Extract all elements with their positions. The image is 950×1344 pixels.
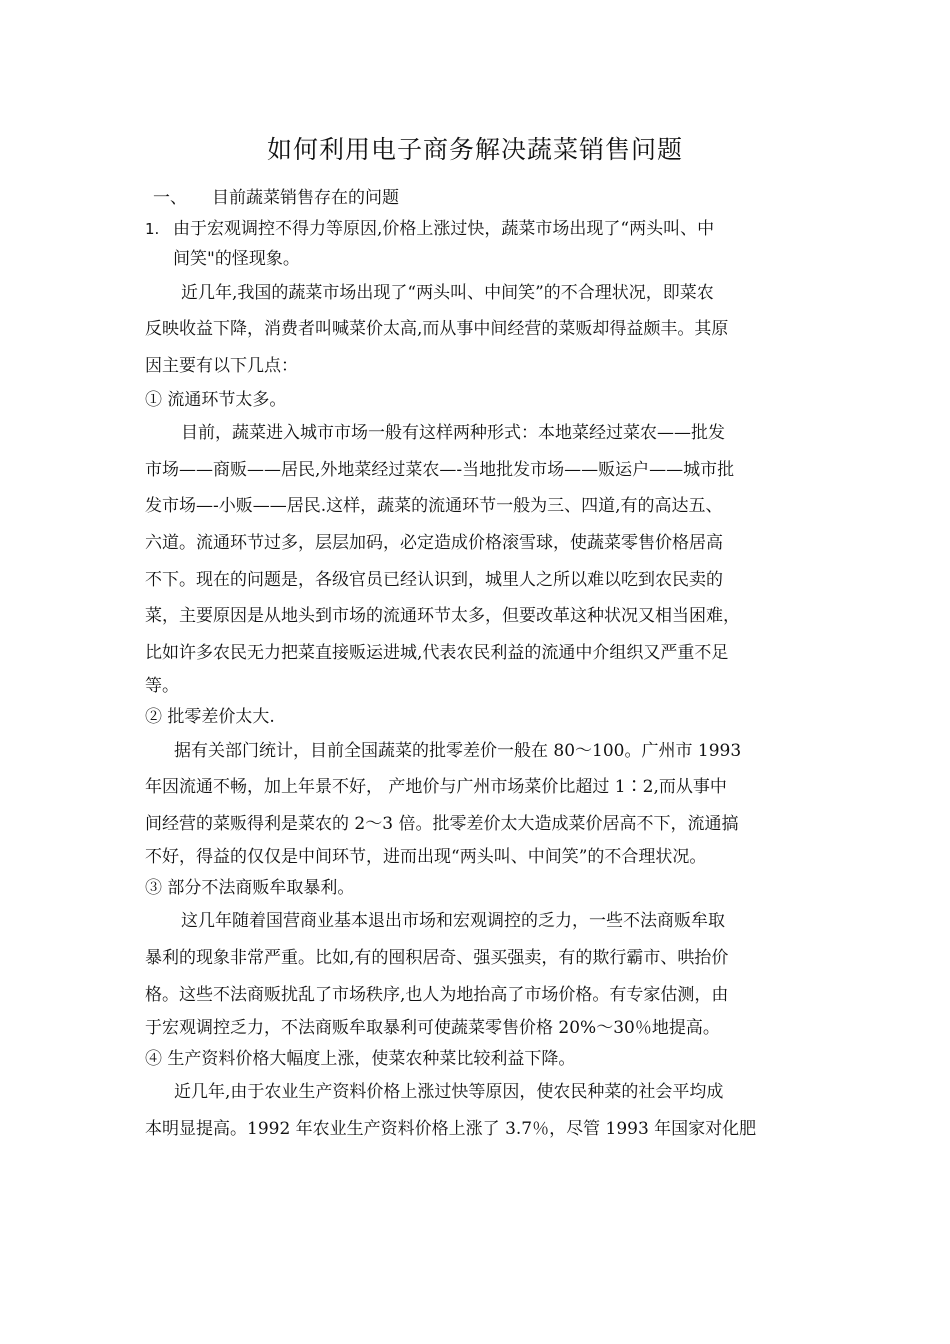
- paragraph-line: 格。这些不法商贩扰乱了市场秩序,也人为地抬高了市场价格。有专家估测，由: [145, 984, 729, 1005]
- paragraph-line: 近几年,由于农业生产资料价格上涨过快等原因，使农民种菜的社会平均成: [174, 1082, 724, 1103]
- document-body: [145, 183, 817, 1148]
- point-heading: ② 批零差价太大.: [145, 706, 275, 727]
- paragraph-line: 等。: [145, 676, 179, 697]
- paragraph-line: 据有关部门统计，目前全国蔬菜的批零差价一般在 80～100。广州市 1993: [174, 740, 742, 761]
- paragraph-line: 因主要有以下几点：: [145, 355, 298, 376]
- paragraph-line: 菜，主要原因是从地头到市场的流通环节太多，但要改革这种状况又相当困难，: [145, 606, 740, 627]
- paragraph-line: 反映收益下降，消费者叫喊菜价太高,而从事中间经营的菜贩却得益颇丰。其原: [145, 319, 729, 340]
- document-title: 如何利用电子商务解决蔬菜销售问题: [266, 135, 683, 164]
- section-heading-text: 目前蔬菜销售存在的问题: [212, 188, 399, 208]
- paragraph-line: 不好，得益的仅仅是中间环节，进而出现“两头叫、中间笑”的不合理状况。: [145, 847, 707, 868]
- paragraph-line: 发市场—-小贩——居民.这样，蔬菜的流通环节一般为三、四道,有的高达五、: [145, 496, 723, 517]
- section-heading: [145, 183, 817, 214]
- paragraph-line: 近几年,我国的蔬菜市场出现了“两头叫、中间笑”的不合理状况，即菜农: [181, 282, 714, 303]
- point-heading: ③ 部分不法商贩牟取暴利。: [145, 877, 355, 898]
- list-item-text: 由于宏观调控不得力等原因,价格上涨过快，蔬菜市场出现了“两头叫、中: [173, 218, 715, 239]
- list-item-line: 间笑"的怪现象。: [173, 249, 300, 270]
- paragraph-line: 本明显提高。1992 年农业生产资料价格上涨了 3.7％，尽管 1993 年国家对化肥: [145, 1119, 757, 1140]
- paragraph-line: 于宏观调控乏力，不法商贩牟取暴利可使蔬菜零售价格 20%～30％地提高。: [145, 1018, 720, 1039]
- paragraph-line: 不下。现在的问题是，各级官员已经认识到，城里人之所以难以吃到农民卖的: [145, 569, 723, 590]
- section-number: 一、: [153, 188, 187, 208]
- paragraph-line: 这几年随着国营商业基本退出市场和宏观调控的乏力，一些不法商贩牟取: [181, 911, 725, 932]
- paragraph-line: 暴利的现象非常严重。比如,有的囤积居奇、强买强卖，有的欺行霸市、哄抬价: [145, 948, 729, 969]
- paragraph-line: 目前，蔬菜进入城市市场一般有这样两种形式：本地菜经过菜农——批发: [181, 423, 725, 444]
- paragraph-line: 间经营的菜贩得利是菜农的 2～3 倍。批零差价太大造成菜价居高不下，流通搞: [145, 813, 739, 834]
- point-heading: ① 流通环节太多。: [145, 389, 287, 410]
- paragraph-line: 比如许多农民无力把菜直接贩运进城,代表农民利益的流通中介组织又严重不足: [145, 642, 729, 663]
- list-item-line: [145, 214, 817, 245]
- paragraph-line: 年因流通不畅，加上年景不好， 产地价与广州市场菜价比超过 1∶2,而从事中: [145, 777, 727, 798]
- point-heading: ④ 生产资料价格大幅度上涨，使菜农种菜比较利益下降。: [145, 1048, 576, 1069]
- paragraph-line: 六道。流通环节过多，层层加码，必定造成价格滚雪球，使蔬菜零售价格居高: [145, 532, 723, 553]
- paragraph-line: 市场——商贩——居民,外地菜经过菜农—-当地批发市场——贩运户——城市批: [145, 459, 735, 480]
- list-item-number: 1.: [145, 219, 160, 238]
